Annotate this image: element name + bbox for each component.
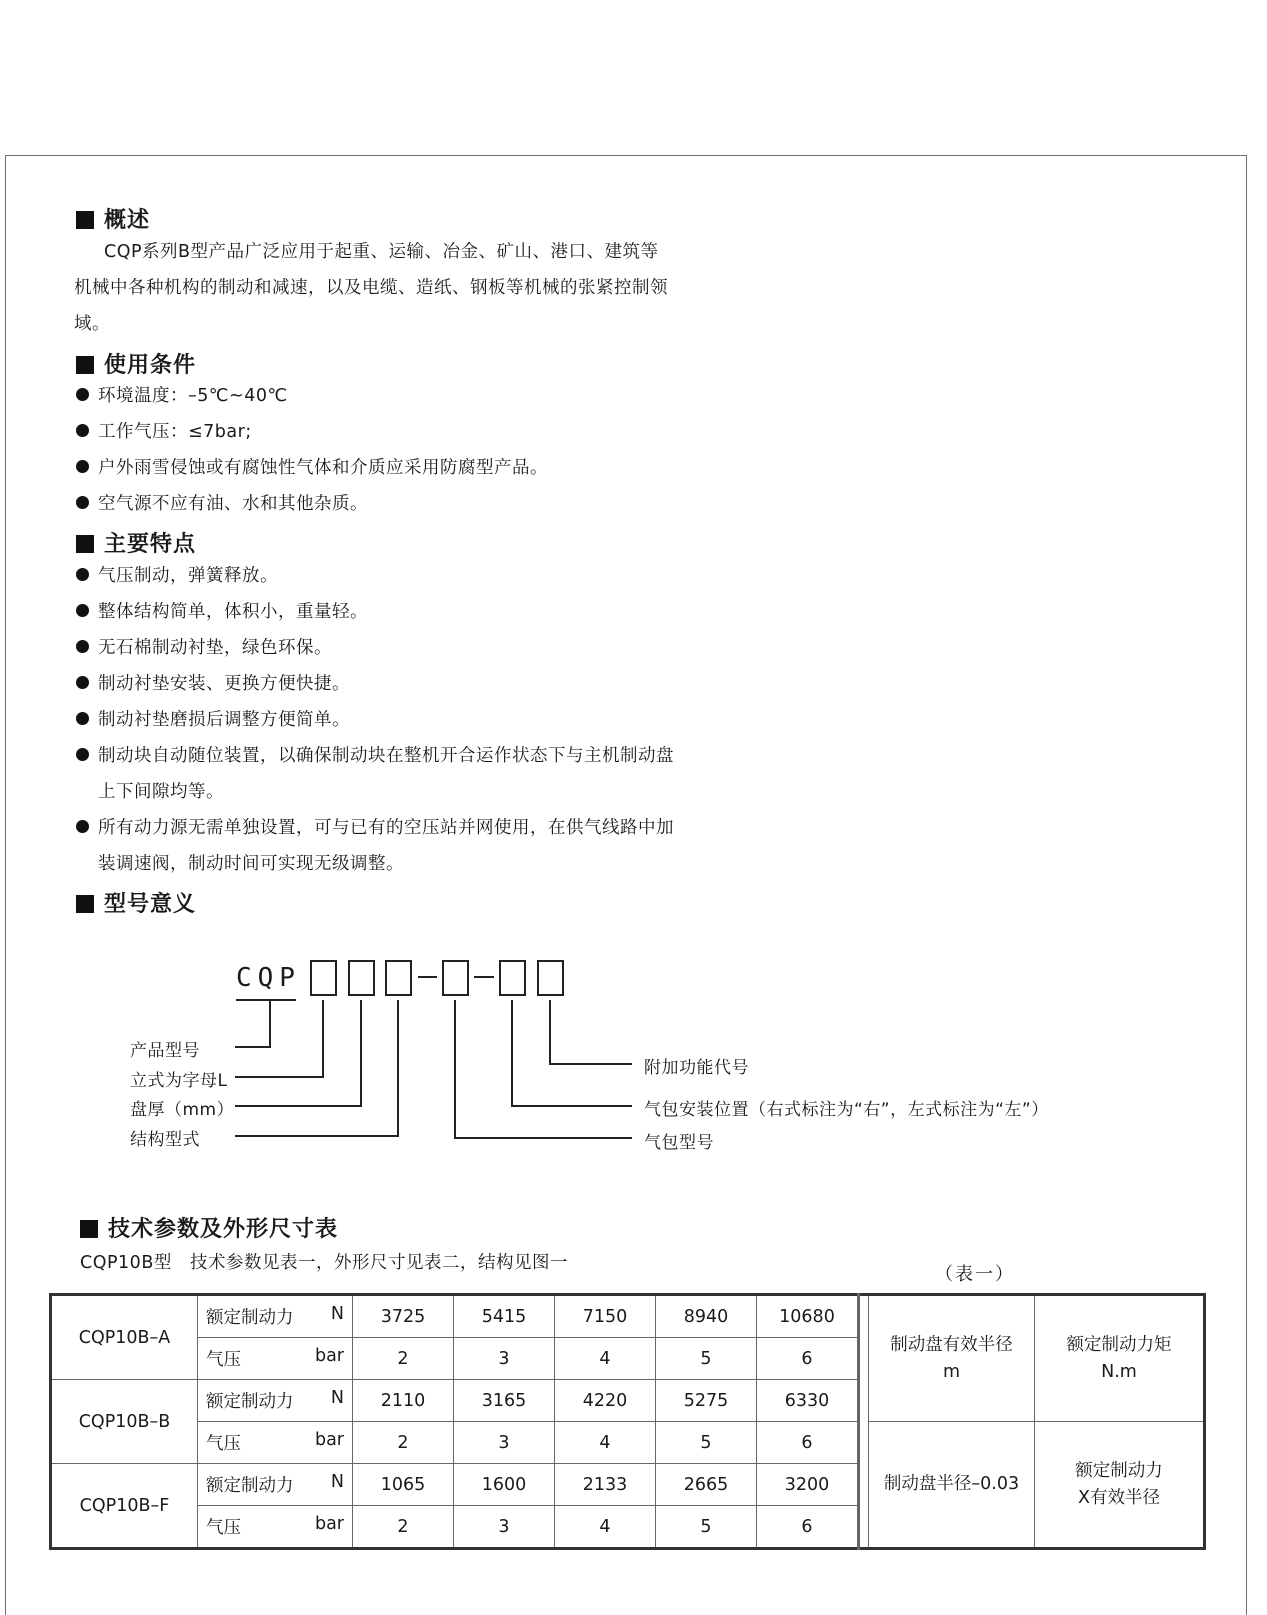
value-cell: 7150 xyxy=(555,1295,656,1338)
overview-line-1: CQP系列B型产品广泛应用于起重、运输、冶金、矿山、港口、建筑等 xyxy=(104,242,659,262)
label-vertical: 立式为字母L xyxy=(130,1071,228,1091)
label-disc-thickness: 盘厚（mm） xyxy=(130,1100,235,1120)
value-cell: 6 xyxy=(757,1338,859,1380)
conditions-item: 户外雨雪侵蚀或有腐蚀性气体和介质应采用防腐型产品。 xyxy=(76,454,548,479)
leader-line xyxy=(455,1000,632,1138)
leader-line xyxy=(512,1000,632,1106)
label-airbag-position: 气包安装位置（右式标注为“右”，左式标注为“左”） xyxy=(644,1100,1049,1120)
value-cell: 4 xyxy=(555,1422,656,1464)
table-row xyxy=(51,1295,1205,1338)
label-structure-type: 结构型式 xyxy=(130,1130,200,1150)
value-cell: 5 xyxy=(656,1338,757,1380)
model-prefix: CQP xyxy=(236,963,301,993)
features-item: 制动块自动随位装置，以确保制动块在整机开合运作状态下与主机制动盘 xyxy=(76,742,674,767)
leader-line xyxy=(235,1000,323,1077)
features-item: 制动衬垫磨损后调整方便简单。 xyxy=(76,706,350,731)
value-cell: 2 xyxy=(353,1338,454,1380)
force-label-cell: 额定制动力 N xyxy=(198,1380,353,1422)
label-airbag-model: 气包型号 xyxy=(644,1133,714,1153)
value-cell: 2 xyxy=(353,1422,454,1464)
leader-line xyxy=(235,1000,398,1136)
value-cell: 5415 xyxy=(454,1295,555,1338)
value-cell: 3 xyxy=(454,1422,555,1464)
radius-header-cell: 制动盘有效半径 m xyxy=(869,1295,1035,1422)
table-caption: （表一） xyxy=(935,1264,1015,1285)
value-cell: 6 xyxy=(757,1506,859,1549)
value-cell: 2133 xyxy=(555,1464,656,1506)
code-box xyxy=(500,961,525,995)
value-cell: 4220 xyxy=(555,1380,656,1422)
features-item: 所有动力源无需单独设置，可与已有的空压站并网使用，在供气线路中加 xyxy=(76,814,674,839)
leader-line xyxy=(235,1000,270,1047)
force-label-cell: 额定制动力 N xyxy=(198,1295,353,1338)
value-cell: 1600 xyxy=(454,1464,555,1506)
label-product-model: 产品型号 xyxy=(130,1041,200,1061)
code-box xyxy=(538,961,563,995)
conditions-item: 工作气压：≤7bar; xyxy=(76,418,252,443)
value-cell: 2110 xyxy=(353,1380,454,1422)
model-meaning-heading: 型号意义 xyxy=(76,887,196,918)
value-cell: 2665 xyxy=(656,1464,757,1506)
value-cell: 8940 xyxy=(656,1295,757,1338)
pressure-label-cell: 气压 bar xyxy=(198,1422,353,1464)
overview-heading: 概述 xyxy=(76,203,150,234)
torque-header-cell: 额定制动力矩 N.m xyxy=(1035,1295,1205,1422)
spec-table xyxy=(49,1293,1206,1550)
features-item: 整体结构简单，体积小，重量轻。 xyxy=(76,598,368,623)
column-separator xyxy=(859,1295,869,1549)
pressure-label-cell: 气压 bar xyxy=(198,1506,353,1549)
model-cell: CQP10B–F xyxy=(51,1464,198,1549)
value-cell: 3725 xyxy=(353,1295,454,1338)
code-box xyxy=(386,961,411,995)
value-cell: 1065 xyxy=(353,1464,454,1506)
value-cell: 4 xyxy=(555,1338,656,1380)
conditions-heading: 使用条件 xyxy=(76,348,196,379)
square-bullet-icon xyxy=(80,1220,98,1238)
value-cell: 10680 xyxy=(757,1295,859,1338)
specs-heading: 技术参数及外形尺寸表 xyxy=(80,1212,338,1243)
force-label-cell: 额定制动力 N xyxy=(198,1464,353,1506)
specs-subtitle: CQP10B型 技术参数见表一，外形尺寸见表二，结构见图一 xyxy=(80,1253,569,1273)
features-item: 制动衬垫安装、更换方便快捷。 xyxy=(76,670,350,695)
value-cell: 5275 xyxy=(656,1380,757,1422)
torque-formula-cell: 额定制动力 X有效半径 xyxy=(1035,1422,1205,1549)
leader-line xyxy=(235,1000,361,1106)
code-box xyxy=(311,961,336,995)
overview-line-3: 域。 xyxy=(74,314,110,334)
table-row xyxy=(51,1422,1205,1464)
value-cell: 6330 xyxy=(757,1380,859,1422)
conditions-item: 环境温度：–5℃~40℃ xyxy=(76,382,288,407)
conditions-item: 空气源不应有油、水和其他杂质。 xyxy=(76,490,368,515)
value-cell: 6 xyxy=(757,1422,859,1464)
value-cell: 3 xyxy=(454,1338,555,1380)
value-cell: 3165 xyxy=(454,1380,555,1422)
value-cell: 3200 xyxy=(757,1464,859,1506)
model-cell: CQP10B–B xyxy=(51,1380,198,1464)
leader-line xyxy=(550,1000,632,1064)
code-box xyxy=(443,961,468,995)
features-item: 无石棉制动衬垫，绿色环保。 xyxy=(76,634,332,659)
pressure-label-cell: 气压 bar xyxy=(198,1338,353,1380)
label-additional-function: 附加功能代号 xyxy=(644,1058,749,1078)
overview-line-2: 机械中各种机构的制动和减速，以及电缆、造纸、钢板等机械的张紧控制领 xyxy=(74,278,668,298)
value-cell: 5 xyxy=(656,1506,757,1549)
features-heading: 主要特点 xyxy=(76,527,196,558)
model-cell: CQP10B–A xyxy=(51,1295,198,1380)
value-cell: 3 xyxy=(454,1506,555,1549)
code-box xyxy=(349,961,374,995)
features-item: 气压制动，弹簧释放。 xyxy=(76,562,278,587)
features-item-continuation: 装调速阀，制动时间可实现无级调整。 xyxy=(98,854,404,874)
value-cell: 2 xyxy=(353,1506,454,1549)
features-item-continuation: 上下间隙均等。 xyxy=(98,782,224,802)
value-cell: 5 xyxy=(656,1422,757,1464)
radius-formula-cell: 制动盘半径–0.03 xyxy=(869,1422,1035,1549)
value-cell: 4 xyxy=(555,1506,656,1549)
